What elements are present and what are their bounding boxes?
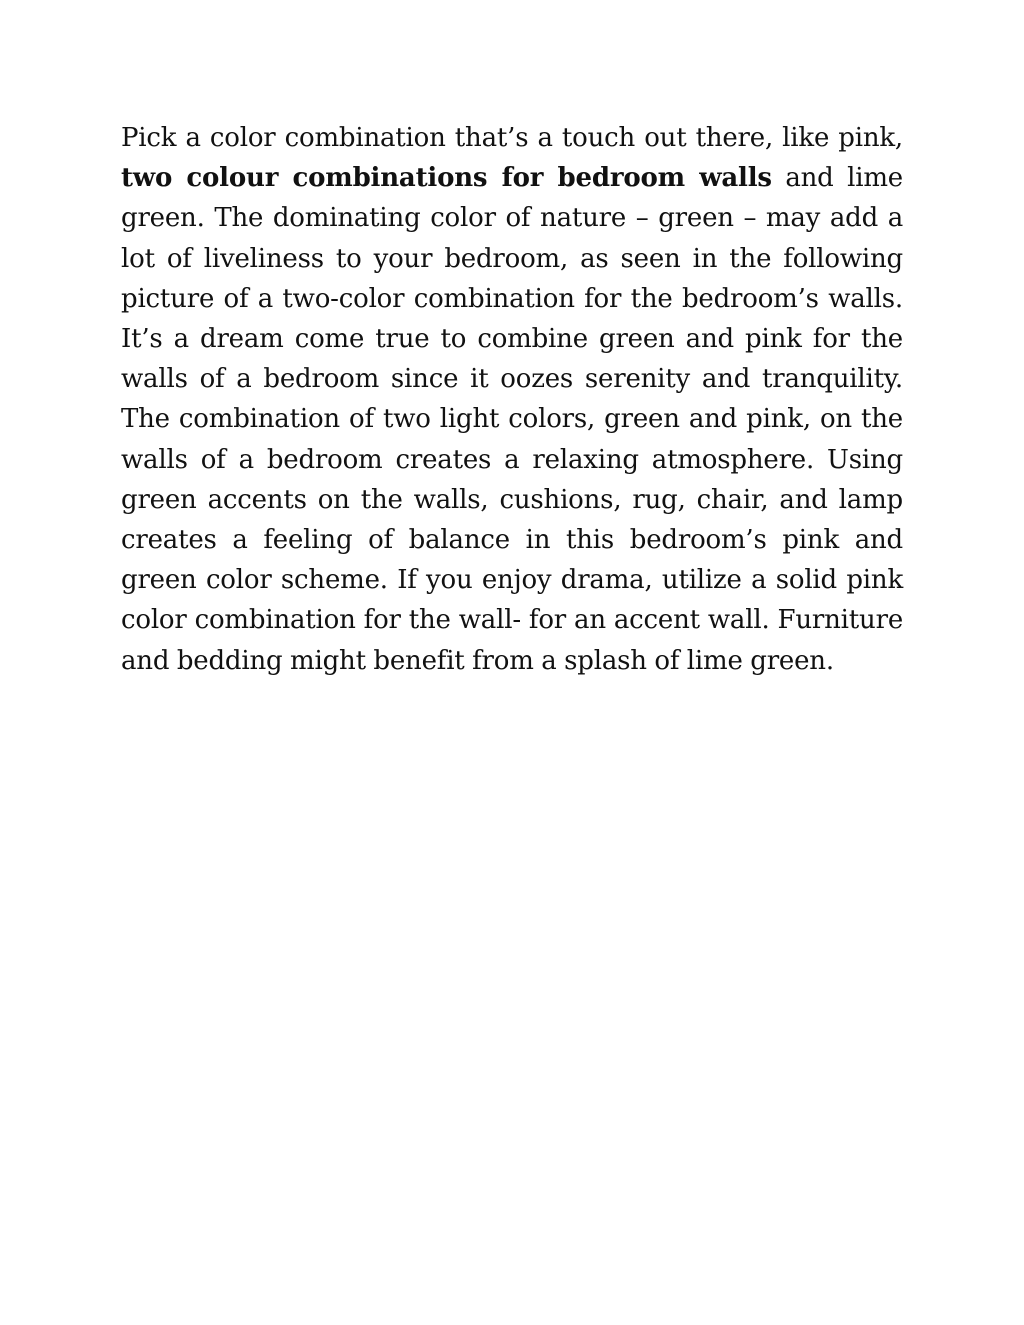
keyword-bold-text: two colour combinations for bedroom walls <box>121 163 772 194</box>
body-paragraph <box>121 118 903 681</box>
paragraph-body-text: and lime green. The dominating color of nature – green – may add a lot of liveliness to your bedroom, as seen in the following picture of a two-color combination for the bedroom’s walls. It’s a dream come true to combine green and pink for the walls of a bedroom since it oozes serenity and tranquility. The combination of two light colors, green and pink, on the walls of a bedroom creates a relaxing atmosphere. Using green accents on the walls, cushions, rug, chair, and lamp creates a feeling of balance in this bedroom’s pink and green color scheme. If you enjoy drama, utilize a solid pink color combination for the wall- for an accent wall. Furniture and bedding might benefit from a splash of lime green. <box>121 163 903 676</box>
paragraph-lead-text: Pick a color combination that’s a touch out there, like pink, <box>121 123 903 153</box>
